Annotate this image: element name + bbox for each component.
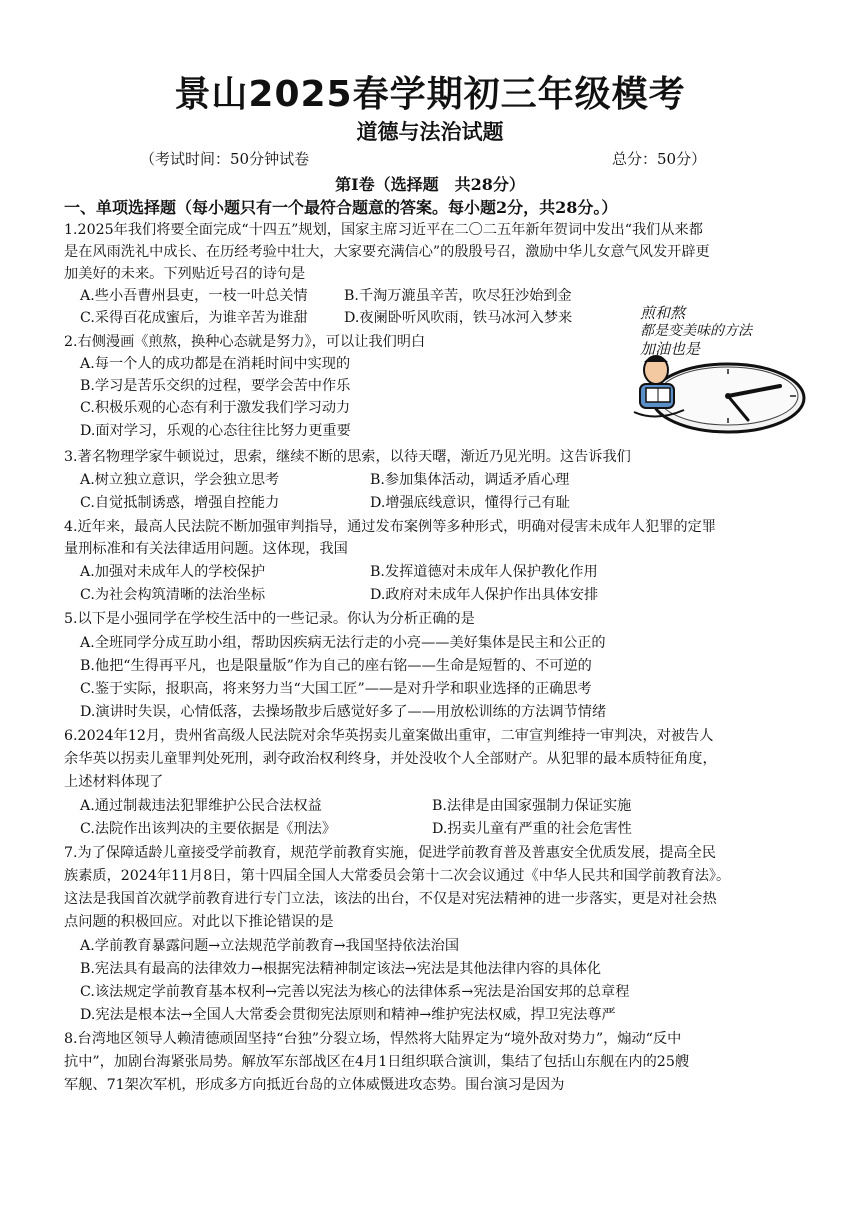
q4-option-c: C.为社会构筑清晰的法治坐标 — [80, 587, 266, 603]
q4-option-b: B.发挥道德对未成年人保护教化作用 — [370, 564, 598, 580]
q2-option-d: D.面对学习，乐观的心态往往比努力更重要 — [80, 423, 351, 439]
exam-time: （考试时间：50分钟试卷 — [140, 150, 310, 168]
q1-stem-line: 加美好的未来。下列贴近号召的诗句是 — [64, 266, 306, 282]
q2-option-b: B.学习是苦乐交织的过程，要学会苦中作乐 — [80, 378, 351, 394]
q1-stem-line: 1.2025年我们将要全面完成“十四五”规划，国家主席习近平在二〇二五年新年贺词中发出“我们从来都 — [64, 222, 703, 238]
q1-option-b: B.千淘万漉虽辛苦，吹尽狂沙始到金 — [344, 288, 572, 304]
q6-option-c: C.法院作出该判决的主要依据是《刑法》 — [80, 821, 337, 837]
q7-stem-line: 7.为了保障适龄儿童接受学前教育，规范学前教育实施，促进学前教育普及普惠安全优质发展，提高全民 — [64, 845, 716, 861]
q8-stem-line: 军舰、71架次军机，形成多方向抵近台岛的立体威慑进攻态势。围台演习是因为 — [64, 1077, 565, 1093]
q3-option-d: D.增强底线意识，懂得行己有耻 — [370, 495, 570, 511]
q3-option-c: C.自觉抵制诱惑，增强自控能力 — [80, 495, 280, 511]
q6-option-a: A.通过制裁违法犯罪维护公民合法权益 — [80, 798, 322, 814]
q4-option-a: A.加强对未成年人的学校保护 — [80, 564, 266, 580]
cartoon-caption-line1: 煎和熬 — [640, 304, 686, 322]
q5-option-b: B.他把“生得再平凡，也是限量版”作为自己的座右铭——生命是短暂的、不可逆的 — [80, 658, 592, 674]
cartoon-caption-line3: 加油也是 — [640, 340, 701, 358]
q3-option-b: B.参加集体活动，调适矛盾心理 — [370, 472, 570, 488]
q3-option-a: A.树立独立意识，学会独立思考 — [80, 472, 280, 488]
q7-stem-line: 这法是我国首次就学前教育进行专门立法，该法的出台，不仅是对宪法精神的进一步落实，更是对社会热 — [64, 891, 717, 907]
q1-option-d: D.夜阑卧听风吹雨，铁马冰河入梦来 — [344, 310, 573, 326]
q7-stem-line: 点问题的积极回应。对此以下推论错误的是 — [64, 914, 334, 930]
q7-option-d: D.宪法是根本法→全国人大常委会贯彻宪法原则和精神→维护宪法权威，捍卫宪法尊严 — [80, 1007, 616, 1023]
q6-stem-line: 余华英以拐卖儿童罪判处死刑，剥夺政治权利终身，并处没收个人全部财产。从犯罪的最本质特征角度， — [64, 751, 717, 767]
exam-subtitle: 道德与法治试题 — [356, 120, 504, 144]
q8-stem-line: 抗中”，加剧台海紧张局势。解放军东部战区在4月1日组织联合演训，集结了包括山东舰在内的25艘 — [64, 1054, 690, 1070]
q6-option-b: B.法律是由国家强制力保证实施 — [432, 798, 632, 814]
q1-option-c: C.采得百花成蜜后，为谁辛苦为谁甜 — [80, 310, 308, 326]
q2-stem-line: 2.右侧漫画《煎熬，换种心态就是努力》，可以让我们明白 — [64, 334, 426, 350]
q6-stem-line: 6.2024年12月，贵州省高级人民法院对余华英拐卖儿童案做出重审，二审宣判维持一审判决，对被告人 — [64, 728, 714, 744]
part-title: 一、单项选择题（每小题只有一个最符合题意的答案。每小题2分，共28分。） — [64, 198, 618, 217]
q5-stem-line: 5.以下是小强同学在学校生活中的一些记录。你认为分析正确的是 — [64, 611, 475, 627]
q5-option-d: D.演讲时失误，心情低落，去操场散步后感觉好多了——用放松训练的方法调节情绪 — [80, 704, 607, 720]
q4-stem-line: 量刑标准和有关法律适用问题。这体现，我国 — [64, 541, 348, 557]
q2-option-a: A.每一个人的成功都是在消耗时间中实现的 — [80, 356, 351, 372]
q6-option-d: D.拐卖儿童有严重的社会危害性 — [432, 821, 632, 837]
q7-stem-line: 族素质，2024年11月8日，第十四届全国人大常委员会第十二次会议通过《中华人民共和国学前教育法》。 — [64, 868, 731, 884]
q7-option-b: B.宪法具有最高的法律效力→根据宪法精神制定该法→宪法是其他法律内容的具体化 — [80, 961, 602, 977]
q6-stem-line: 上述材料体现了 — [64, 774, 164, 790]
q1-stem-line: 是在风雨洗礼中成长、在历经考验中壮大，大家要充满信心”的殷殷号召，激励中华儿女意气风发开辟更 — [64, 244, 710, 260]
section-title: 第Ⅰ卷（选择题 共28分） — [335, 175, 525, 194]
q2-option-c: C.积极乐观的心态有利于激发我们学习动力 — [80, 400, 351, 416]
q4-option-d: D.政府对未成年人保护作出具体安排 — [370, 587, 599, 603]
q1-option-a: A.些小吾曹州县吏，一枝一叶总关情 — [80, 288, 308, 304]
exam-title: 景山2025春学期初三年级模考 — [174, 74, 686, 115]
q5-option-a: A.全班同学分成互助小组，帮助因疾病无法行走的小亮——美好集体是民主和公正的 — [80, 635, 606, 651]
cartoon-caption-line2: 都是变美味的方法 — [640, 323, 752, 339]
q3-stem-line: 3.著名物理学家牛顿说过，思索，继续不断的思索，以待天曙，渐近乃见光明。这告诉我们 — [64, 449, 631, 465]
total-score: 总分：50分） — [612, 150, 707, 168]
q8-stem-line: 8.台湾地区领导人赖清德顽固坚持“台独”分裂立场，悍然将大陆界定为“境外敌对势力”，煽动“反中 — [64, 1031, 682, 1047]
q7-option-a: A.学前教育暴露问题→立法规范学前教育→我国坚持依法治国 — [80, 938, 460, 954]
q7-option-c: C.该法规定学前教育基本权利→完善以宪法为核心的法律体系→宪法是治国安邦的总章程 — [80, 984, 630, 1000]
q4-stem-line: 4.近年来，最高人民法院不断加强审判指导，通过发布案例等多种形式，明确对侵害未成年人犯罪的定罪 — [64, 519, 716, 535]
q5-option-c: C.鉴于实际，报职高，将来努力当“大国工匠”——是对升学和职业选择的正确思考 — [80, 681, 592, 697]
